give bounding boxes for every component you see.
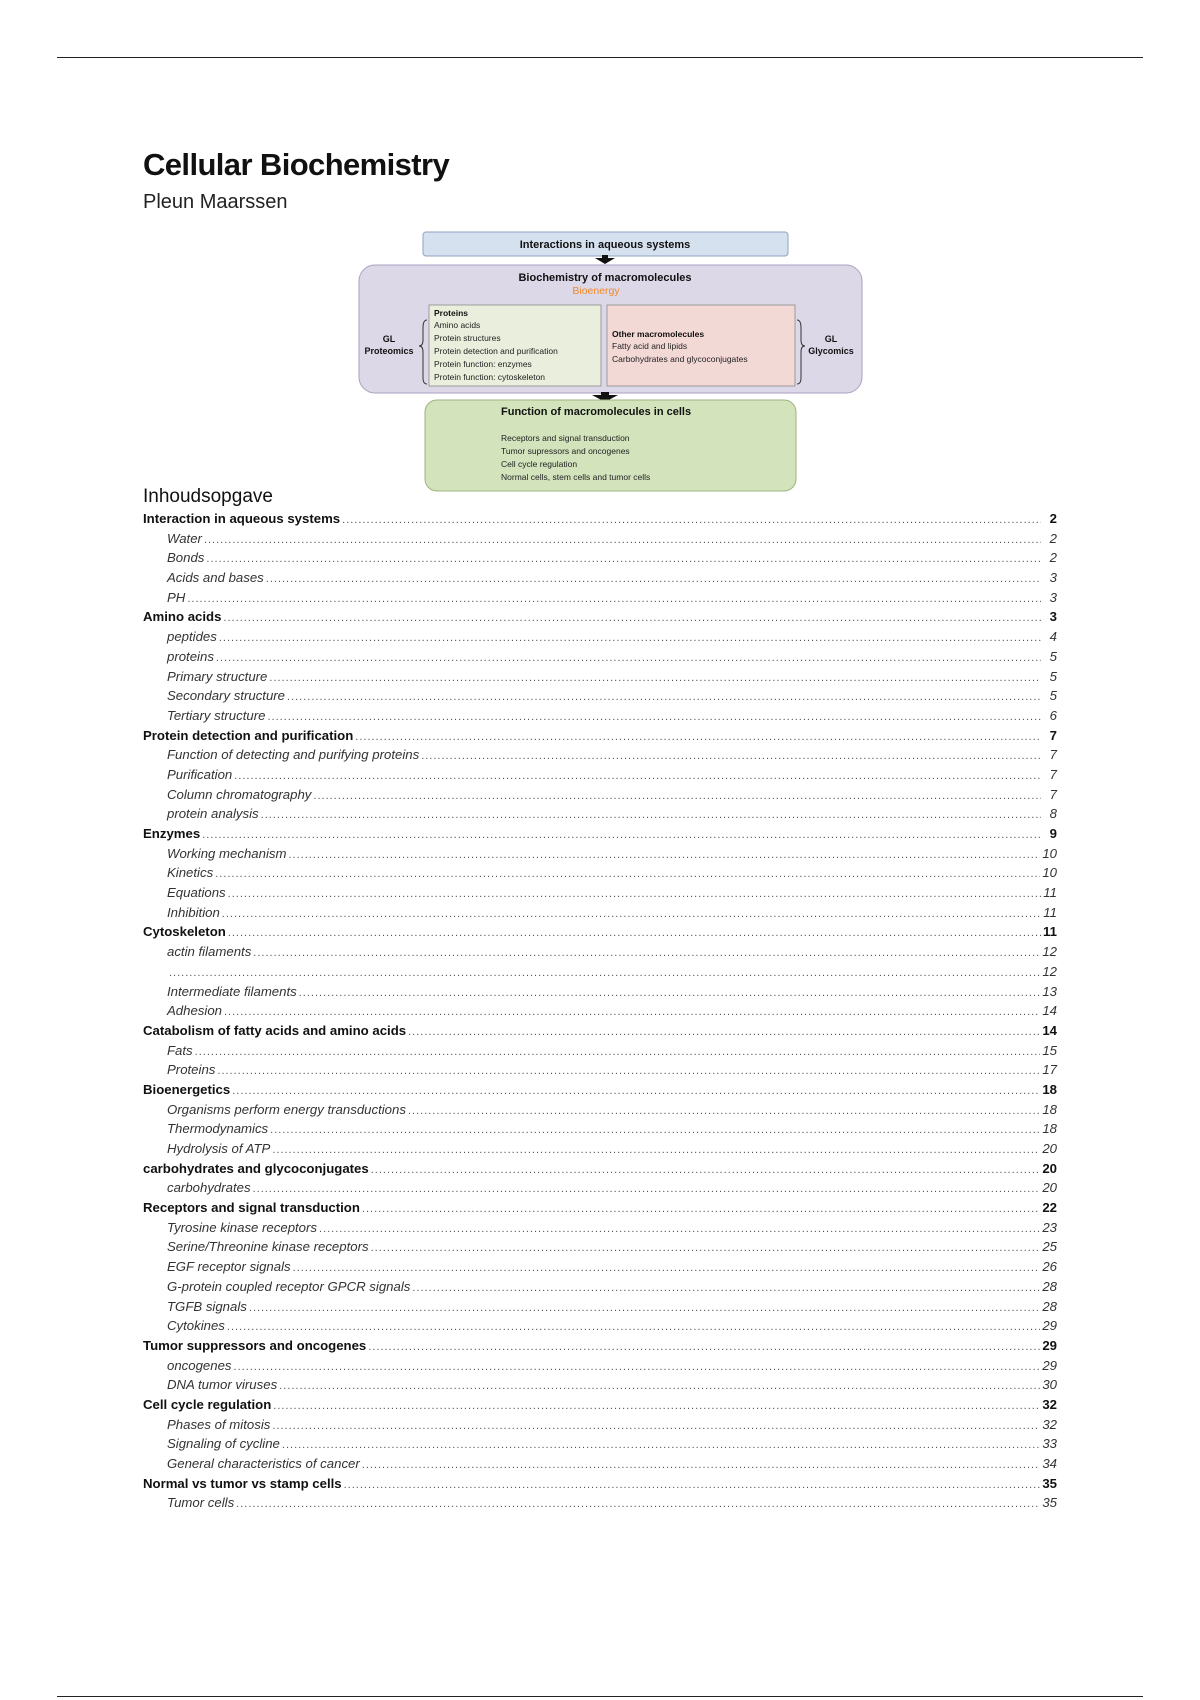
toc-page-number: 20 bbox=[1042, 1180, 1057, 1196]
toc-dot-leader bbox=[299, 987, 1041, 999]
toc-section-link[interactable] bbox=[143, 1417, 1057, 1437]
toc-dot-leader bbox=[279, 1380, 1040, 1392]
toc-chapter-link[interactable] bbox=[143, 1476, 1057, 1496]
toc-page-number: 33 bbox=[1042, 1436, 1057, 1452]
toc-page-number: 20 bbox=[1042, 1141, 1057, 1156]
toc-entry-title: Purification bbox=[167, 766, 233, 782]
toc-entry-title: Hydrolysis of ATP bbox=[167, 1141, 271, 1156]
toc-dot-leader bbox=[408, 1105, 1040, 1117]
toc-entry-title: proteins bbox=[167, 648, 214, 664]
toc-entry-title: Tertiary structure bbox=[167, 707, 266, 723]
right-label-gl: GL bbox=[824, 334, 838, 344]
toc-section-link[interactable] bbox=[143, 944, 1057, 964]
toc-dot-leader bbox=[355, 731, 1041, 743]
toc-chapter-link[interactable] bbox=[143, 1082, 1057, 1102]
toc-section-link[interactable] bbox=[143, 1121, 1057, 1141]
toc-entry-title: oncogenes bbox=[167, 1357, 232, 1373]
toc-page-number: 18 bbox=[1042, 1081, 1057, 1097]
toc-page-number: 29 bbox=[1042, 1357, 1057, 1373]
toc-chapter-link[interactable] bbox=[143, 1200, 1057, 1220]
toc-page-number: 10 bbox=[1042, 845, 1057, 861]
toc-entry-title: Catabolism of fatty acids and amino acids bbox=[143, 1022, 407, 1038]
toc-section-link[interactable] bbox=[143, 747, 1057, 767]
toc-entry-title: TGFB signals bbox=[167, 1298, 247, 1314]
toc-entry-title: Equations bbox=[167, 885, 226, 901]
toc-entry-title: G-protein coupled receptor GPCR signals bbox=[167, 1278, 411, 1294]
footer-rule bbox=[57, 1696, 1143, 1697]
proteins-item: Amino acids bbox=[434, 320, 481, 330]
overview-diagram bbox=[355, 228, 865, 493]
toc-page-number: 30 bbox=[1042, 1377, 1057, 1393]
toc-dot-leader bbox=[412, 1282, 1040, 1294]
toc-dot-leader bbox=[342, 514, 1041, 526]
toc-page-number: 5 bbox=[1049, 668, 1057, 684]
toc-chapter-link[interactable] bbox=[143, 511, 1057, 531]
toc-page-number: 11 bbox=[1043, 885, 1057, 901]
toc-page-number: 9 bbox=[1049, 826, 1057, 841]
toc-page-number: 18 bbox=[1042, 1121, 1057, 1137]
toc-dot-leader bbox=[223, 612, 1041, 624]
toc-chapter-link[interactable] bbox=[143, 728, 1057, 748]
right-label-glycomics: Glycomics bbox=[808, 346, 854, 356]
toc-entry-title: Amino acids bbox=[143, 609, 222, 625]
toc-entry-title: Tumor suppressors and oncogenes bbox=[143, 1337, 367, 1353]
toc-page-number: 17 bbox=[1042, 1062, 1057, 1078]
toc-entry-title: Working mechanism bbox=[167, 845, 287, 861]
toc-dot-leader bbox=[232, 1085, 1040, 1097]
toc-page-number: 14 bbox=[1042, 1022, 1057, 1038]
toc-entry-title: Adhesion bbox=[167, 1003, 222, 1019]
toc-dot-leader bbox=[234, 1361, 1041, 1373]
cell-function-item: Normal cells, stem cells and tumor cells bbox=[501, 472, 651, 482]
toc-section-link[interactable] bbox=[143, 649, 1057, 669]
toc-dot-leader bbox=[169, 967, 1040, 979]
toc-page-number: 6 bbox=[1049, 707, 1057, 723]
toc-dot-leader bbox=[236, 1498, 1040, 1510]
toc-page-number: 2 bbox=[1049, 530, 1057, 546]
toc-dot-leader bbox=[270, 1124, 1040, 1136]
toc-page-number: 7 bbox=[1049, 766, 1057, 782]
toc-section-link[interactable] bbox=[143, 1279, 1057, 1299]
toc-page-number: 3 bbox=[1049, 589, 1057, 605]
toc-chapter-link[interactable] bbox=[143, 1397, 1057, 1417]
toc-entry-title: Primary structure bbox=[167, 668, 268, 684]
toc-dot-leader bbox=[319, 1223, 1040, 1235]
toc-section-link[interactable] bbox=[143, 1003, 1057, 1023]
toc-dot-leader bbox=[313, 790, 1041, 802]
toc-entry-title: EGF receptor signals bbox=[167, 1259, 291, 1275]
toc-section-link[interactable] bbox=[143, 550, 1057, 570]
toc-entry-title: Cytokines bbox=[167, 1318, 225, 1334]
toc-page-number: 29 bbox=[1042, 1318, 1057, 1334]
toc-entry-title: Water bbox=[167, 530, 202, 546]
toc-dot-leader bbox=[288, 849, 1040, 861]
toc-entry-title: Function of detecting and purifying proteins bbox=[167, 747, 420, 763]
toc-page-number: 12 bbox=[1042, 963, 1057, 979]
toc-entry-title: Bioenergetics bbox=[143, 1081, 231, 1097]
toc-dot-leader bbox=[204, 534, 1041, 546]
toc-page-number: 3 bbox=[1049, 609, 1057, 625]
toc-section-link[interactable] bbox=[143, 1495, 1057, 1515]
toc-entry-title: carbohydrates bbox=[167, 1180, 251, 1196]
toc-dot-leader bbox=[253, 947, 1040, 959]
toc-entry-title: PH bbox=[167, 589, 186, 605]
toc-entry-title: Secondary structure bbox=[167, 688, 286, 704]
toc-entry-title: DNA tumor viruses bbox=[167, 1377, 278, 1393]
header-rule bbox=[57, 57, 1143, 58]
toc-dot-leader bbox=[269, 672, 1041, 684]
toc-section-link[interactable] bbox=[143, 806, 1057, 826]
toc-dot-leader bbox=[421, 750, 1041, 762]
cell-function-title: Function of macromolecules in cells bbox=[501, 406, 692, 418]
toc-page-number: 3 bbox=[1049, 570, 1057, 586]
toc-dot-leader bbox=[187, 593, 1041, 605]
toc-page-number: 7 bbox=[1049, 747, 1057, 763]
toc-entry-title: Fats bbox=[167, 1042, 193, 1058]
toc-entry-title: Column chromatography bbox=[167, 786, 312, 802]
toc-page-number: 23 bbox=[1042, 1219, 1057, 1235]
toc-chapter-link[interactable] bbox=[143, 924, 1057, 944]
document-author: Pleun Maarssen bbox=[143, 191, 288, 213]
toc-dot-leader bbox=[195, 1046, 1041, 1058]
toc-dot-leader bbox=[368, 1341, 1040, 1353]
toc-chapter-link[interactable] bbox=[143, 1338, 1057, 1358]
toc-page-number: 28 bbox=[1042, 1278, 1057, 1294]
toc-entry-title: carbohydrates and glycoconjugates bbox=[143, 1160, 369, 1176]
toc-section-link[interactable] bbox=[143, 1102, 1057, 1122]
toc-page-number: 5 bbox=[1049, 688, 1057, 704]
toc-dot-leader bbox=[206, 553, 1041, 565]
aqueous-systems-label: Interactions in aqueous systems bbox=[519, 239, 691, 251]
toc-page-number: 12 bbox=[1042, 944, 1057, 960]
document-title: Cellular Biochemistry bbox=[143, 147, 450, 182]
toc-page-number: 20 bbox=[1042, 1160, 1057, 1176]
toc-section-link[interactable] bbox=[143, 669, 1057, 689]
toc-entry-title: Inhibition bbox=[167, 904, 220, 920]
toc-section-link[interactable] bbox=[143, 531, 1057, 551]
toc-section-link[interactable] bbox=[143, 1299, 1057, 1319]
toc-entry-title: protein analysis bbox=[167, 806, 259, 822]
proteins-item: Protein function: enzymes bbox=[434, 359, 532, 369]
toc-page-number: 25 bbox=[1042, 1239, 1057, 1255]
toc-dot-leader bbox=[224, 1006, 1040, 1018]
left-label-gl: GL bbox=[382, 334, 396, 344]
toc-section-link[interactable] bbox=[143, 1180, 1057, 1200]
proteins-item: Protein detection and purification bbox=[434, 346, 558, 356]
toc-dot-leader bbox=[202, 829, 1041, 841]
toc-page-number: 2 bbox=[1049, 550, 1057, 566]
toc-dot-leader bbox=[362, 1203, 1040, 1215]
toc-page-number: 8 bbox=[1049, 806, 1057, 822]
toc-section-link[interactable] bbox=[143, 1259, 1057, 1279]
toc-heading: Inhoudsopgave bbox=[143, 486, 273, 507]
toc-section-link[interactable] bbox=[143, 1141, 1057, 1161]
toc-page-number: 32 bbox=[1042, 1396, 1057, 1412]
toc-entry-title: Enzymes bbox=[143, 826, 201, 841]
toc-section-link[interactable] bbox=[143, 1456, 1057, 1476]
cell-function-item: Receptors and signal transduction bbox=[501, 433, 630, 443]
toc-entry-title: Phases of mitosis bbox=[167, 1416, 271, 1432]
toc-section-link[interactable] bbox=[143, 865, 1057, 885]
toc-entry-title: Receptors and signal transduction bbox=[143, 1200, 360, 1216]
toc-section-link[interactable] bbox=[143, 1377, 1057, 1397]
toc-entry-title: Tumor cells bbox=[167, 1495, 235, 1511]
toc-dot-leader bbox=[293, 1262, 1041, 1274]
toc-page-number: 32 bbox=[1042, 1416, 1057, 1432]
toc-page-number: 29 bbox=[1042, 1337, 1057, 1353]
toc-page-number: 5 bbox=[1049, 648, 1057, 664]
toc-dot-leader bbox=[266, 573, 1041, 585]
toc-section-link[interactable] bbox=[143, 1062, 1057, 1082]
toc-section-link[interactable] bbox=[143, 964, 1057, 984]
toc-dot-leader bbox=[344, 1479, 1041, 1491]
toc-entry-title: Organisms perform energy transductions bbox=[167, 1101, 406, 1117]
toc-entry-title: Interaction in aqueous systems bbox=[143, 511, 341, 526]
toc-dot-leader bbox=[216, 652, 1041, 664]
other-macromolecules-item: Carbohydrates and glycoconjugates bbox=[612, 354, 748, 364]
toc-dot-leader bbox=[408, 1026, 1040, 1038]
toc-entry-title: Normal vs tumor vs stamp cells bbox=[143, 1475, 342, 1491]
toc-page-number: 18 bbox=[1042, 1101, 1057, 1117]
toc-dot-leader bbox=[272, 1420, 1040, 1432]
toc-page-number: 4 bbox=[1049, 629, 1057, 645]
toc-entry-title: Serine/Threonine kinase receptors bbox=[167, 1239, 369, 1255]
toc-section-link[interactable] bbox=[143, 629, 1057, 649]
toc-chapter-link[interactable] bbox=[143, 1023, 1057, 1043]
toc-page-number: 35 bbox=[1042, 1495, 1057, 1511]
toc-page-number: 7 bbox=[1049, 786, 1057, 802]
proteins-title: Proteins bbox=[434, 308, 469, 318]
toc-dot-leader bbox=[362, 1459, 1041, 1471]
toc-dot-leader bbox=[228, 888, 1041, 900]
cell-function-item: Cell cycle regulation bbox=[501, 459, 578, 469]
toc-entry-title: Acids and bases bbox=[167, 570, 264, 586]
toc-chapter-link[interactable] bbox=[143, 609, 1057, 629]
toc-dot-leader bbox=[371, 1242, 1041, 1254]
toc-entry-title: Cell cycle regulation bbox=[143, 1396, 272, 1412]
toc-section-link[interactable] bbox=[143, 590, 1057, 610]
toc-dot-leader bbox=[222, 908, 1041, 920]
macromolecules-title: Biochemistry of macromolecules bbox=[518, 272, 692, 284]
toc-dot-leader bbox=[253, 1183, 1041, 1195]
toc-entry-title: Thermodynamics bbox=[167, 1121, 269, 1137]
toc-dot-leader bbox=[234, 770, 1041, 782]
toc-dot-leader bbox=[219, 632, 1041, 644]
toc-dot-leader bbox=[371, 1164, 1041, 1176]
toc-section-link[interactable] bbox=[143, 1358, 1057, 1378]
toc-page-number: 13 bbox=[1042, 983, 1057, 999]
toc-entry-title: Protein detection and purification bbox=[143, 727, 354, 743]
proteins-item: Protein function: cytoskeleton bbox=[434, 372, 546, 382]
toc-dot-leader bbox=[228, 927, 1041, 939]
toc-chapter-link[interactable] bbox=[143, 826, 1057, 846]
toc-dot-leader bbox=[217, 1065, 1040, 1077]
toc-section-link[interactable] bbox=[143, 1436, 1057, 1456]
toc-page-number: 26 bbox=[1042, 1259, 1057, 1275]
toc-page-number: 28 bbox=[1042, 1298, 1057, 1314]
toc-section-link[interactable] bbox=[143, 787, 1057, 807]
toc-entry-title: General characteristics of cancer bbox=[167, 1456, 360, 1471]
toc-section-link[interactable] bbox=[143, 1220, 1057, 1240]
proteins-item: Protein structures bbox=[434, 333, 501, 343]
toc-section-link[interactable] bbox=[143, 984, 1057, 1004]
toc-dot-leader bbox=[249, 1302, 1040, 1314]
toc-section-link[interactable] bbox=[143, 688, 1057, 708]
toc-entry-title: Bonds bbox=[167, 550, 205, 566]
toc-page-number: 14 bbox=[1042, 1003, 1057, 1019]
toc-entry-title: Proteins bbox=[167, 1062, 216, 1078]
toc-chapter-link[interactable] bbox=[143, 1161, 1057, 1181]
toc-entry-title: Kinetics bbox=[167, 865, 214, 881]
bioenergy-label: Bioenergy bbox=[572, 285, 620, 297]
toc-section-link[interactable] bbox=[143, 708, 1057, 728]
other-macromolecules-item: Fatty acid and lipids bbox=[612, 341, 688, 351]
toc-section-link[interactable] bbox=[143, 846, 1057, 866]
toc-section-link[interactable] bbox=[143, 885, 1057, 905]
toc-dot-leader bbox=[215, 868, 1040, 880]
toc-entry-title: Intermediate filaments bbox=[167, 983, 297, 999]
toc-section-link[interactable] bbox=[143, 767, 1057, 787]
toc-page-number: 11 bbox=[1043, 924, 1057, 940]
toc-page-number: 7 bbox=[1049, 727, 1057, 743]
toc-section-link[interactable] bbox=[143, 570, 1057, 590]
toc-page-number: 34 bbox=[1042, 1456, 1057, 1471]
toc-page-number: 10 bbox=[1042, 865, 1057, 881]
toc-dot-leader bbox=[267, 711, 1041, 723]
table-of-contents bbox=[143, 511, 1057, 1515]
other-macromolecules-title: Other macromolecules bbox=[612, 329, 705, 339]
toc-entry-title: Cytoskeleton bbox=[143, 924, 226, 940]
toc-dot-leader bbox=[227, 1321, 1040, 1333]
toc-dot-leader bbox=[287, 691, 1041, 703]
cell-function-item: Tumor supressors and oncogenes bbox=[501, 446, 630, 456]
toc-section-link[interactable] bbox=[143, 1318, 1057, 1338]
toc-entry-title: Signaling of cycline bbox=[167, 1436, 280, 1452]
toc-dot-leader bbox=[272, 1144, 1040, 1156]
toc-page-number: 35 bbox=[1042, 1475, 1057, 1491]
toc-section-link[interactable] bbox=[143, 905, 1057, 925]
toc-entry-title: peptides bbox=[167, 629, 217, 645]
toc-entry-title: Tyrosine kinase receptors bbox=[167, 1219, 318, 1235]
toc-page-number: 22 bbox=[1042, 1200, 1057, 1216]
toc-dot-leader bbox=[282, 1439, 1040, 1451]
toc-page-number: 11 bbox=[1043, 904, 1057, 920]
toc-dot-leader bbox=[261, 809, 1041, 821]
toc-page-number: 15 bbox=[1042, 1042, 1057, 1058]
toc-entry-title: actin filaments bbox=[167, 944, 252, 960]
toc-page-number: 2 bbox=[1049, 511, 1057, 526]
toc-dot-leader bbox=[273, 1400, 1040, 1412]
left-label-proteomics: Proteomics bbox=[364, 346, 414, 356]
toc-section-link[interactable] bbox=[143, 1239, 1057, 1259]
toc-section-link[interactable] bbox=[143, 1043, 1057, 1063]
